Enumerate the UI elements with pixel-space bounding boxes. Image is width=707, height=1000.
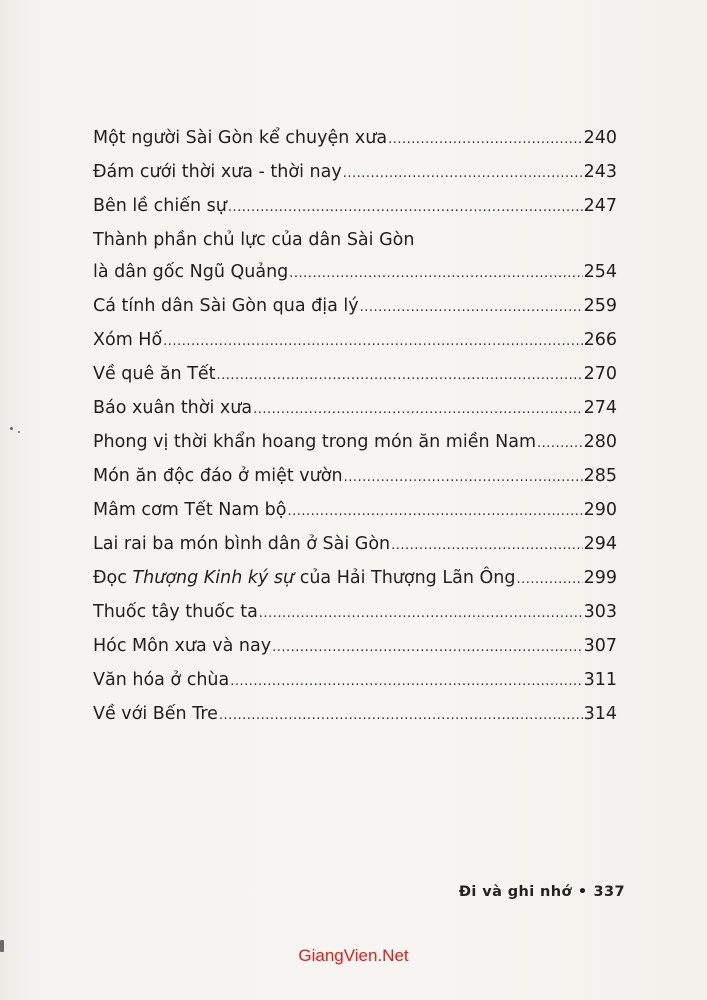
watermark: GiangVien.Net (298, 946, 409, 965)
toc-leader-dots (360, 292, 583, 324)
toc-entry-page: 285 (583, 466, 617, 486)
toc-leader-dots (343, 158, 583, 190)
toc-entry-title: Cá tính dân Sài Gòn qua địa lý (93, 296, 359, 316)
toc-entry-page: 299 (583, 568, 617, 588)
toc-entry[interactable] (93, 358, 617, 392)
toc-entry[interactable] (93, 190, 617, 224)
toc-entry-page: 307 (583, 636, 617, 656)
toc-leader-dots (391, 530, 582, 562)
toc-entry-page: 259 (583, 296, 617, 316)
toc-leader-dots (272, 632, 583, 664)
toc-entry-title: Bên lề chiến sự (93, 196, 227, 216)
toc-entry[interactable] (93, 392, 617, 426)
toc-entry[interactable] (93, 630, 617, 664)
toc-entry[interactable] (93, 528, 617, 562)
toc-entry-page: 274 (583, 398, 617, 418)
toc-leader-dots (344, 462, 583, 494)
toc-entry-title: Mâm cơm Tết Nam bộ (93, 500, 287, 520)
toc-entry-title: Xóm Hố (93, 330, 163, 350)
toc-entry-title: Đám cưới thời xưa - thời nay (93, 162, 342, 182)
toc-entry[interactable] (93, 596, 617, 630)
toc-entry[interactable] (93, 494, 617, 528)
toc-leader-dots (289, 258, 582, 290)
toc-entry-title (93, 562, 515, 594)
scan-speck (0, 940, 4, 952)
toc-entry[interactable] (93, 290, 617, 324)
toc-entry[interactable] (93, 256, 617, 290)
toc-entry-title-suffix: của Hải Thượng Lãn Ông (294, 568, 516, 588)
toc-entry-page: 243 (583, 162, 617, 182)
toc-entry[interactable] (93, 426, 617, 460)
toc-entry-title: Lai rai ba món bình dân ở Sài Gòn (93, 534, 391, 554)
toc-entry-title: là dân gốc Ngũ Quảng (93, 262, 289, 282)
toc-leader-dots (253, 394, 583, 426)
toc-entry-page: 240 (583, 128, 617, 148)
toc-leader-dots (259, 598, 583, 630)
footer-separator: • (577, 884, 588, 900)
running-book-title: Đi và ghi nhớ (458, 884, 572, 900)
toc-entry[interactable] (93, 122, 617, 156)
toc-leader-dots (228, 192, 583, 224)
toc-entry-title: Món ăn độc đáo ở miệt vườn (93, 466, 343, 486)
scan-speck (10, 427, 13, 430)
toc-entry-page: 247 (583, 196, 617, 216)
table-of-contents (93, 122, 617, 732)
toc-entry-page: 314 (583, 704, 617, 724)
toc-leader-dots (163, 326, 582, 358)
page-footer (459, 884, 625, 900)
toc-entry-title: Về với Bến Tre (93, 704, 218, 724)
toc-leader-dots (288, 496, 583, 528)
toc-entry-title: Thuốc tây thuốc ta (93, 602, 258, 622)
toc-entry-page: 303 (583, 602, 617, 622)
toc-entry[interactable] (93, 460, 617, 494)
scan-speck (18, 431, 20, 433)
toc-leader-dots (388, 124, 583, 156)
toc-entry-page: 311 (583, 670, 617, 690)
toc-entry[interactable] (93, 664, 617, 698)
toc-entry-title: Một người Sài Gòn kể chuyện xưa (93, 128, 388, 148)
toc-entry-page: 270 (583, 364, 617, 384)
toc-entry-title-line1[interactable]: Thành phần chủ lực của dân Sài Gòn (93, 230, 415, 250)
toc-entry-title: Về quê ăn Tết (93, 364, 216, 384)
toc-entry-title: Báo xuân thời xưa (93, 398, 253, 418)
toc-entry-page: 266 (583, 330, 617, 350)
toc-leader-dots (230, 666, 582, 698)
toc-entry-page: 294 (583, 534, 617, 554)
toc-entry-page: 290 (583, 500, 617, 520)
toc-entry-title: Hóc Môn xưa và nay (93, 636, 272, 656)
toc-entry-title-italic: Thượng Kinh ký sự (132, 568, 295, 588)
toc-entry-title: Văn hóa ở chùa (93, 670, 230, 690)
toc-entry[interactable] (93, 156, 617, 190)
toc-leader-dots (516, 564, 582, 596)
toc-entry-page: 254 (583, 262, 617, 282)
toc-leader-dots (219, 700, 583, 732)
toc-entry-title-prefix: Đọc (93, 568, 133, 588)
toc-entry[interactable] (93, 698, 617, 732)
toc-leader-dots (537, 428, 583, 460)
toc-entry-title: Phong vị thời khẩn hoang trong món ăn miền Nam (93, 432, 536, 452)
toc-entry[interactable] (93, 324, 617, 358)
toc-leader-dots (217, 360, 583, 392)
toc-entry[interactable] (93, 562, 617, 596)
page-number: 337 (593, 884, 625, 900)
toc-entry-page: 280 (583, 432, 617, 452)
